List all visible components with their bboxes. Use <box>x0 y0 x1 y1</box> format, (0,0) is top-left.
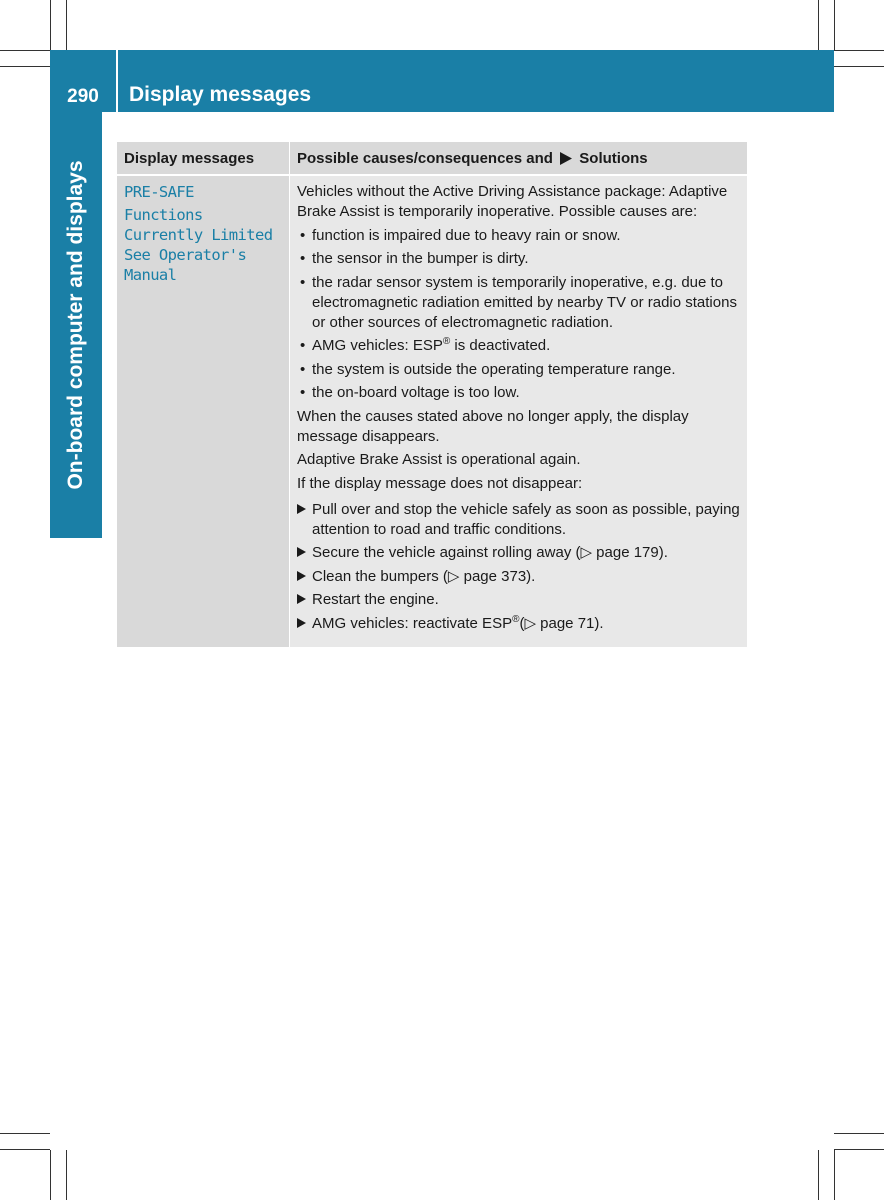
message-line: See Operator's <box>124 245 247 264</box>
intro-paragraph: Vehicles without the Active Driving Assistance package: Adaptive Brake Assist is temporarily inoperative. Possible causes are: <box>297 183 728 220</box>
crop-mark <box>50 0 51 50</box>
cause-bullet: • function is impaired due to heavy rain or snow. <box>300 226 621 244</box>
message-line: PRE-SAFE <box>124 183 194 201</box>
action-step: Secure the vehicle against rolling away (▷ page 179). <box>297 543 745 563</box>
crop-mark <box>0 66 50 67</box>
header-divider <box>116 50 118 112</box>
paragraph: Adaptive Brake Assist is operational again. <box>297 451 581 468</box>
header-solutions-text: Solutions <box>575 149 648 167</box>
registered-mark: ® <box>442 336 451 347</box>
display-message-text <box>124 183 272 285</box>
cause-bullet: • the system is outside the operating temperature range. <box>300 360 676 378</box>
crop-mark <box>66 0 67 50</box>
message-line: Manual <box>124 265 177 284</box>
action-step: Pull over and stop the vehicle safely as soon as possible, paying attention to road and traffic conditions. <box>297 500 745 540</box>
crop-mark <box>834 1149 884 1150</box>
cause-bullet: • the sensor in the bumper is dirty. <box>300 250 529 267</box>
action-arrow-icon <box>297 618 306 628</box>
message-line: Functions <box>124 206 203 225</box>
crop-mark <box>0 1133 50 1134</box>
crop-mark <box>818 0 819 50</box>
action-step: Clean the bumpers (▷ page 373). <box>297 567 745 587</box>
page-title: Display messages <box>129 83 312 106</box>
crop-mark <box>818 1150 819 1200</box>
paragraph: When the causes stated above no longer apply, the display message disappears. <box>297 407 689 445</box>
crop-mark <box>834 0 835 50</box>
crop-mark <box>0 1149 50 1150</box>
action-arrow-icon <box>297 594 306 604</box>
paragraph: If the display message does not disappear: <box>297 474 583 492</box>
action-arrow-icon <box>297 571 306 581</box>
registered-mark: ® <box>512 613 520 625</box>
display-message-cell <box>117 176 289 647</box>
page-number: 290 <box>67 86 99 107</box>
action-arrow-icon <box>297 547 306 557</box>
triangle-arrow-icon <box>559 152 573 165</box>
causes-solutions-cell <box>290 176 747 647</box>
message-table <box>117 142 747 647</box>
crop-mark <box>834 1150 835 1200</box>
cause-bullet: • the radar sensor system is temporarily inoperative, e.g. due to electromagnetic radiation emitted by nearby TV or radio stations or other sources of electromagnetic radiation. <box>300 273 737 331</box>
action-step: AMG vehicles: reactivate ESP®(▷ page 71). <box>297 614 745 634</box>
crop-mark <box>834 1133 884 1134</box>
action-arrow-icon <box>297 504 306 514</box>
message-line: Currently Limited <box>124 226 273 245</box>
crop-mark <box>66 1150 67 1200</box>
header-causes-text: Possible causes/consequences and <box>297 149 558 167</box>
crop-mark <box>834 50 884 51</box>
crop-mark <box>0 50 50 51</box>
crop-mark <box>50 1150 51 1200</box>
cause-bullet: • AMG vehicles: ESP® is deactivated. <box>300 336 551 354</box>
column-header-display-messages: Display messages <box>117 142 289 174</box>
cause-bullet: • the on-board voltage is too low. <box>300 384 520 401</box>
action-step: Restart the engine. <box>297 590 745 610</box>
column-header-causes-solutions <box>290 142 747 174</box>
side-tab-label: On-board computer and displays <box>64 160 87 490</box>
crop-mark <box>834 66 884 67</box>
